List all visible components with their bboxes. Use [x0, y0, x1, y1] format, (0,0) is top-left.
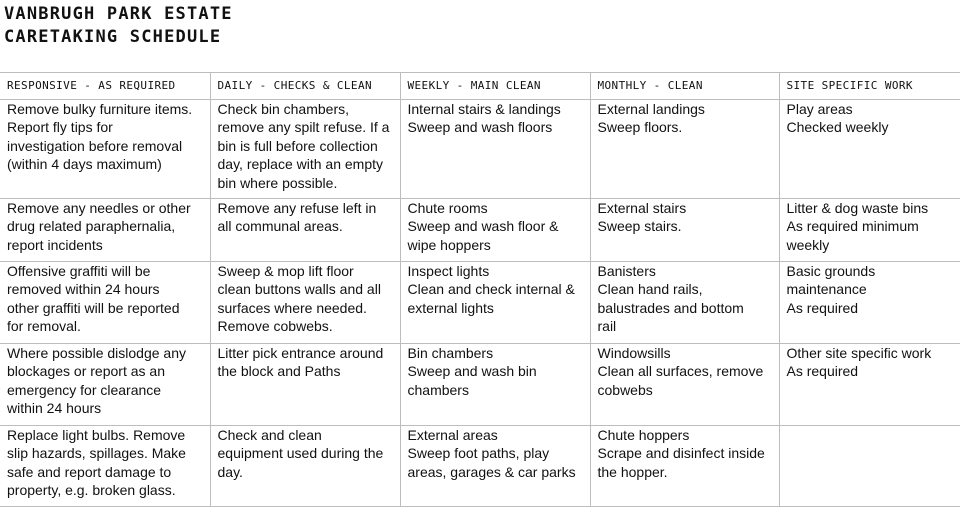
- cell-responsive: [0, 199, 210, 262]
- header-monthly: MONTHLY - CLEAN: [590, 73, 779, 100]
- cell-text-line: report incidents: [7, 236, 103, 253]
- cell-text-line: Windowsills: [597, 345, 671, 362]
- cell-text-line: for removal.: [7, 318, 81, 335]
- cell-site-specific: [779, 426, 960, 507]
- cell-text-line: Report fly tips for: [7, 119, 113, 136]
- cell-text-line: Clean hand rails,: [597, 281, 703, 298]
- header-weekly: WEEKLY - MAIN CLEAN: [400, 73, 590, 100]
- cell-text-line: balustrades and bottom: [597, 299, 744, 316]
- cell-text-line: Sweep and wash bin: [407, 363, 537, 380]
- cell-text-line: Sweep and wash floors: [407, 119, 553, 136]
- cell-text-line: safe and report damage to: [7, 463, 172, 480]
- cell-text-line: External landings: [597, 101, 705, 117]
- cell-text-line: Clean all surfaces, remove: [597, 363, 764, 380]
- cell-text-line: External stairs: [597, 200, 687, 217]
- header-row: [0, 73, 960, 100]
- table-row: [0, 100, 960, 199]
- cell-text-line: Sweep floors.: [597, 119, 683, 136]
- cell-responsive: [0, 344, 210, 426]
- cell-text-line: Bin chambers: [407, 345, 494, 362]
- schedule-body: [0, 100, 960, 507]
- cell-monthly: [590, 199, 779, 262]
- cell-text-line: blockages or report as an: [7, 363, 165, 380]
- cell-text-line: drug related paraphernalia,: [7, 218, 176, 235]
- cell-text-line: Check bin chambers,: [217, 101, 350, 117]
- cell-text-line: Remove any needles or other: [7, 200, 191, 217]
- cell-text-line: chambers: [407, 381, 469, 398]
- cell-monthly: [590, 426, 779, 507]
- cell-text-line: the block and Paths: [217, 363, 341, 380]
- cell-text-line: External areas: [407, 427, 498, 444]
- cell-text-line: Remove cobwebs.: [217, 318, 333, 335]
- cell-monthly: [590, 262, 779, 344]
- cell-responsive: [0, 262, 210, 344]
- cell-text-line: wipe hoppers: [407, 236, 491, 253]
- cell-responsive: [0, 100, 210, 199]
- cell-text-line: bin where possible.: [217, 174, 338, 191]
- cell-text-line: equipment used during the: [217, 445, 384, 462]
- cell-text-line: property, e.g. broken glass.: [7, 482, 176, 499]
- table-row: [0, 426, 960, 507]
- title-line-2: CARETAKING SCHEDULE: [4, 27, 222, 47]
- cell-text-line: Chute hoppers: [597, 427, 690, 444]
- cell-text-line: emergency for clearance: [7, 381, 162, 398]
- cell-weekly: [400, 100, 590, 199]
- cell-text-line: slip hazards, spillages. Make: [7, 445, 186, 462]
- cell-text-line: investigation before removal: [7, 137, 183, 154]
- title-line-1: VANBRUGH PARK ESTATE: [4, 4, 233, 24]
- cell-text-line: remove any spilt refuse. If a: [217, 119, 390, 136]
- cell-text-line: maintenance: [786, 281, 867, 298]
- cell-site-specific: [779, 199, 960, 262]
- cell-text-line: As required minimum: [786, 218, 919, 235]
- cell-daily: [210, 262, 400, 344]
- cell-text-line: As required: [786, 299, 859, 316]
- cell-text-line: surfaces where needed.: [217, 299, 367, 316]
- cell-text-line: Chute rooms: [407, 200, 488, 217]
- table-row: [0, 199, 960, 262]
- cell-text-line: day.: [217, 463, 243, 480]
- cell-text-line: within 24 hours: [7, 400, 102, 417]
- cell-text-line: As required: [786, 363, 859, 380]
- header-site-specific: SITE SPECIFIC WORK: [779, 73, 960, 100]
- cell-text-line: Scrape and disinfect inside: [597, 445, 765, 462]
- cell-text-line: weekly: [786, 236, 830, 253]
- cell-text-line: Sweep foot paths, play: [407, 445, 550, 462]
- cell-monthly: [590, 100, 779, 199]
- cell-text-line: Clean and check internal &: [407, 281, 575, 298]
- cell-daily: [210, 344, 400, 426]
- cell-text-line: Replace light bulbs. Remove: [7, 427, 186, 444]
- cell-text-line: Inspect lights: [407, 263, 490, 280]
- cell-text-line: (within 4 days maximum): [7, 156, 162, 173]
- header-responsive: RESPONSIVE - AS REQUIRED: [0, 73, 210, 100]
- cell-text-line: Internal stairs & landings: [407, 101, 561, 117]
- cell-text-line: areas, garages & car parks: [407, 463, 576, 480]
- table-row: [0, 262, 960, 344]
- header-daily: DAILY - CHECKS & CLEAN: [210, 73, 400, 100]
- cell-responsive: [0, 426, 210, 507]
- cell-weekly: [400, 426, 590, 507]
- cell-text-line: Offensive graffiti will be: [7, 263, 151, 280]
- cell-site-specific: [779, 344, 960, 426]
- cell-site-specific: [779, 262, 960, 344]
- cell-site-specific: [779, 100, 960, 199]
- cell-text-line: Where possible dislodge any: [7, 345, 186, 362]
- cell-text-line: other graffiti will be reported: [7, 299, 180, 316]
- cell-weekly: [400, 344, 590, 426]
- cell-daily: [210, 100, 400, 199]
- cell-text-line: bin is full before collection: [217, 137, 378, 154]
- cell-text-line: Checked weekly: [786, 119, 889, 136]
- document-title: [4, 3, 233, 49]
- cell-daily: [210, 426, 400, 507]
- cell-text-line: Litter pick entrance around: [217, 345, 384, 362]
- cell-text-line: external lights: [407, 299, 494, 316]
- cell-text-line: Check and clean: [217, 427, 322, 444]
- cell-daily: [210, 199, 400, 262]
- cell-text-line: Remove bulky furniture items.: [7, 101, 193, 117]
- cell-text-line: day, replace with an empty: [217, 156, 383, 173]
- cell-monthly: [590, 344, 779, 426]
- cell-text-line: rail: [597, 318, 617, 335]
- cell-text-line: Sweep stairs.: [597, 218, 682, 235]
- cell-text-line: Basic grounds: [786, 263, 876, 280]
- cell-text-line: cobwebs: [597, 381, 653, 398]
- cell-text-line: Play areas: [786, 101, 853, 117]
- cell-text-line: Sweep and wash floor &: [407, 218, 559, 235]
- cell-text-line: Sweep & mop lift floor: [217, 263, 354, 280]
- cell-text-line: Remove any refuse left in: [217, 200, 377, 217]
- cell-weekly: [400, 262, 590, 344]
- table-row: [0, 344, 960, 426]
- cell-text-line: all communal areas.: [217, 218, 343, 235]
- cell-text-line: Banisters: [597, 263, 656, 280]
- cell-text-line: clean buttons walls and all: [217, 281, 381, 298]
- cell-text-line: removed within 24 hours: [7, 281, 160, 298]
- cell-text-line: the hopper.: [597, 463, 668, 480]
- cell-text-line: Other site specific work: [786, 345, 932, 362]
- cell-weekly: [400, 199, 590, 262]
- cell-text-line: Litter & dog waste bins: [786, 200, 929, 217]
- caretaking-schedule-table: [0, 72, 960, 507]
